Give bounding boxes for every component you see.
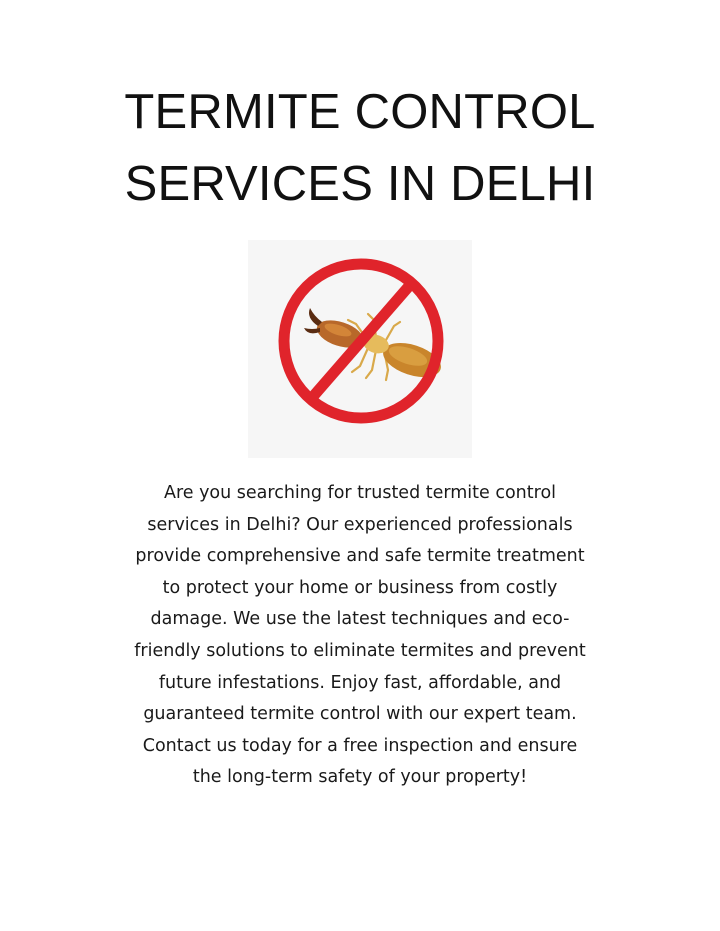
no-termite-image	[248, 240, 472, 458]
title-line-2: SERVICES IN DELHI	[124, 157, 596, 211]
prohibition-sign	[284, 264, 438, 418]
description-line: future infestations. Enjoy fast, affordable, and	[158, 672, 562, 693]
description-line: guaranteed termite control with our expert team.	[143, 704, 577, 725]
description-line: friendly solutions to eliminate termites and prevent	[134, 640, 586, 661]
description-paragraph	[90, 478, 630, 794]
title-line-1: TERMITE CONTROL	[124, 85, 596, 139]
page-title	[0, 76, 720, 220]
description-line: the long-term safety of your property!	[192, 767, 528, 788]
no-termite-prohibition-icon	[248, 240, 472, 458]
description-line: Contact us today for a free inspection and ensure	[142, 735, 578, 756]
description-line: Are you searching for trusted termite control	[163, 483, 557, 503]
description-line: damage. We use the latest techniques and eco-	[150, 609, 570, 630]
description-line: to protect your home or business from costly	[162, 577, 558, 598]
description-line: services in Delhi? Our experienced professionals	[147, 514, 573, 535]
description-line: provide comprehensive and safe termite treatment	[135, 546, 585, 567]
